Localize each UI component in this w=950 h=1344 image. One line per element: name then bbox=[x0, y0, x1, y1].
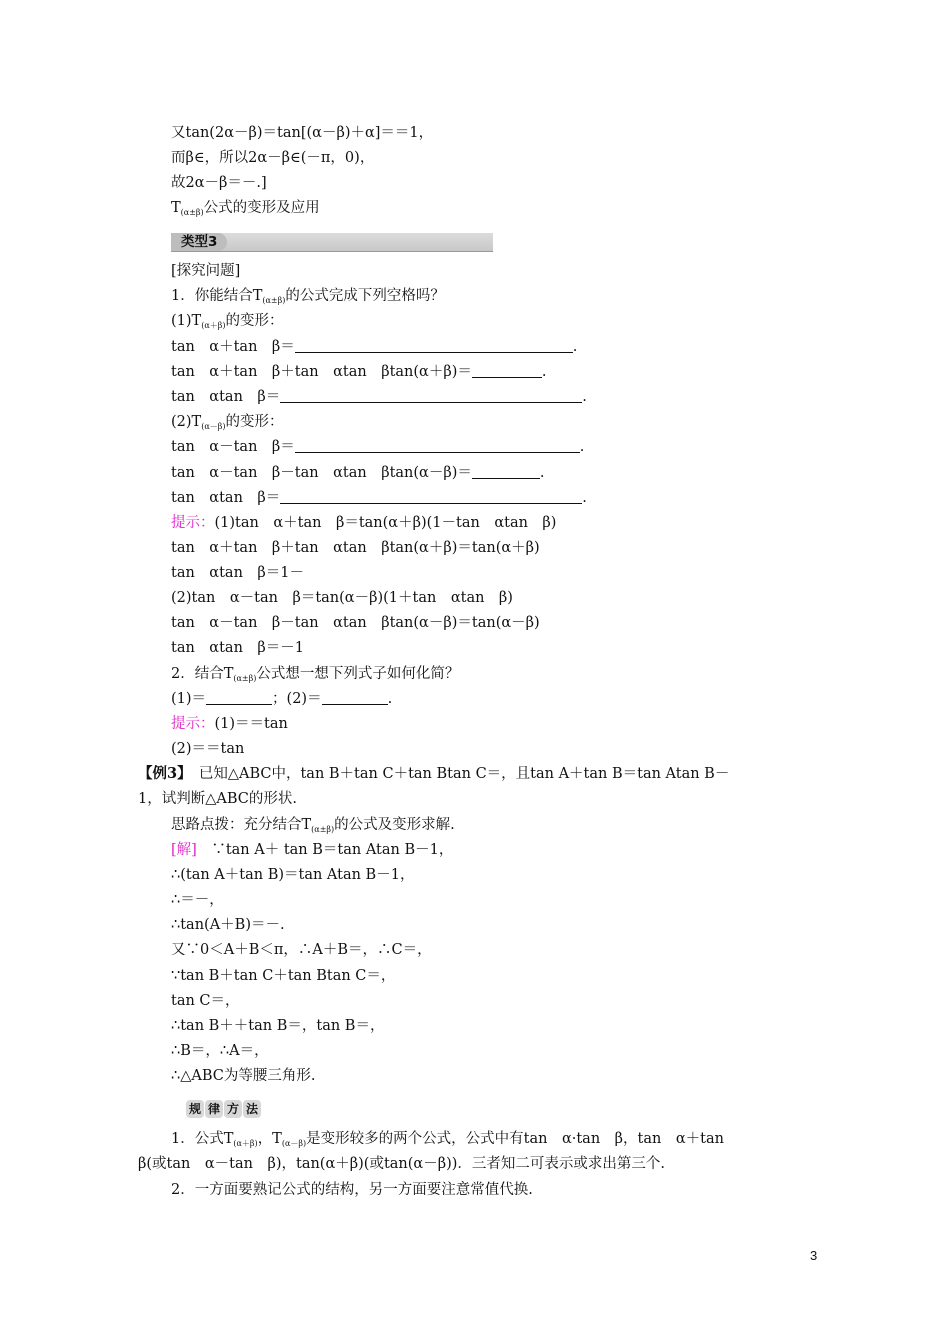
blank-label: ；(2)＝ bbox=[272, 691, 322, 707]
formula-text: tan αtan β＝ bbox=[171, 389, 281, 405]
fill-blank[interactable] bbox=[472, 465, 540, 479]
q1-pre: 1．你能结合T bbox=[171, 288, 263, 304]
fill-blank[interactable] bbox=[280, 389, 582, 403]
method-char: 规 bbox=[186, 1100, 204, 1118]
q2-pre: 2．结合T bbox=[171, 666, 234, 682]
method-line: 2．一方面要熟记公式的结构，另一方面要注意常值代换. bbox=[171, 1182, 533, 1198]
method-char: 法 bbox=[243, 1100, 261, 1118]
question-2 bbox=[171, 664, 459, 689]
text-line: 而β∈，所以2α－β∈(－π，0)， bbox=[171, 150, 375, 166]
solution-line: tan C＝， bbox=[171, 993, 240, 1009]
question-2-blanks bbox=[171, 689, 392, 709]
heading-text: 公式的变形及应用 bbox=[203, 200, 320, 216]
formula-text: tan α＋tan β＋tan αtan βtan(α＋β)＝ bbox=[171, 364, 472, 380]
method-char: 律 bbox=[205, 1100, 223, 1118]
method-text: ，T bbox=[257, 1131, 282, 1147]
solution-line: ∴tan(A＋B)＝－. bbox=[171, 917, 285, 933]
text-line: 又tan(2α－β)＝tan[(α－β)＋α]＝＝1， bbox=[171, 125, 434, 141]
p1-post: 的变形： bbox=[225, 313, 284, 329]
p2-pre: (2)T bbox=[171, 414, 202, 430]
formula-blank-line bbox=[171, 387, 587, 407]
formula-blank-line bbox=[171, 463, 545, 483]
q2-post: 公式想一想下列式子如何化简？ bbox=[256, 666, 460, 682]
solution-line: ∴＝－， bbox=[171, 892, 224, 908]
method-line: β(或tan α－tan β)，tan(α＋β)(或tan(α－β))．三者知二可表示或求出第三个. bbox=[138, 1156, 666, 1172]
hint-line bbox=[171, 513, 556, 533]
hint-line: tan αtan β＝1－ bbox=[171, 565, 305, 581]
formula-blank-line bbox=[171, 437, 584, 457]
solution-line: ∴tan B＋＋tan B＝，tan B＝， bbox=[171, 1018, 385, 1034]
formula-text: tan α－tan β－tan αtan βtan(α－β)＝ bbox=[171, 465, 472, 481]
p2-post: 的变形： bbox=[225, 414, 284, 430]
type-banner bbox=[171, 233, 493, 251]
solution-line: ∴△ABC为等腰三角形. bbox=[171, 1068, 316, 1084]
subscript: (α±β) bbox=[262, 296, 286, 305]
fill-blank[interactable] bbox=[280, 490, 582, 504]
banner-label: 类型3 bbox=[171, 233, 227, 251]
hint-line: (2)tan α－tan β＝tan(α－β)(1＋tan αtan β) bbox=[171, 590, 513, 606]
page-number: 3 bbox=[810, 1248, 818, 1263]
hint-line bbox=[171, 714, 288, 734]
heading-t: T bbox=[171, 200, 181, 216]
p1-pre: (1)T bbox=[171, 313, 202, 329]
period: . bbox=[387, 691, 393, 707]
period: . bbox=[582, 389, 587, 405]
subscript: (α－β) bbox=[201, 422, 226, 431]
fill-blank[interactable] bbox=[295, 439, 580, 453]
fill-blank[interactable] bbox=[295, 339, 573, 353]
idea-post: 的公式及变形求解. bbox=[334, 817, 455, 833]
section-heading bbox=[171, 198, 320, 223]
formula-blank-line bbox=[171, 488, 587, 508]
subscript: (α±β) bbox=[180, 208, 204, 217]
hint-label: 提示： bbox=[171, 716, 215, 732]
solution-text: ∵tan A＋ tan B＝tan Atan B－1， bbox=[196, 842, 454, 858]
part-2-heading bbox=[171, 412, 284, 437]
formula-text: tan α－tan β＝ bbox=[171, 439, 295, 455]
formula-text: tan α＋tan β＝ bbox=[171, 339, 295, 355]
period: . bbox=[572, 339, 578, 355]
text-line: 故2α－β＝－.] bbox=[171, 175, 267, 191]
subscript: (α±β) bbox=[233, 674, 257, 683]
solution-line bbox=[171, 840, 453, 860]
solution-line: 又∵0＜A＋B＜π，∴A＋B＝，∴C＝， bbox=[171, 942, 432, 958]
method-char: 方 bbox=[224, 1100, 242, 1118]
period: . bbox=[579, 439, 585, 455]
method-text: 是变形较多的两个公式，公式中有tan α·tan β，tan α＋tan bbox=[306, 1131, 724, 1147]
q1-post: 的公式完成下列空格吗？ bbox=[285, 288, 445, 304]
question-1 bbox=[171, 286, 445, 311]
hint-text: (1)＝＝tan bbox=[214, 716, 288, 732]
example-label: 【例3】 bbox=[138, 765, 185, 782]
idea-line bbox=[171, 815, 455, 840]
subscript: (α－β) bbox=[281, 1139, 307, 1148]
hint-line: tan αtan β＝－1 bbox=[171, 640, 305, 656]
example-line: 1，试判断△ABC的形状. bbox=[138, 791, 297, 807]
idea-pre: 思路点拨：充分结合T bbox=[171, 817, 312, 833]
example-text: 已知△ABC中，tan B＋tan C＋tan Btan C＝，且tan A＋tan B＝tan Atan B－ bbox=[184, 766, 730, 782]
explore-title: [探究问题] bbox=[171, 263, 241, 279]
subscript: (α＋β) bbox=[233, 1139, 258, 1148]
period: . bbox=[582, 490, 587, 506]
formula-blank-line bbox=[171, 337, 577, 357]
solution-label: [解] bbox=[171, 842, 197, 858]
formula-blank-line bbox=[171, 362, 547, 382]
solution-line: ∵tan B＋tan C＋tan Btan C＝， bbox=[171, 968, 396, 984]
hint-text: (1)tan α＋tan β＝tan(α＋β)(1－tan αtan β) bbox=[214, 515, 557, 531]
blank-label: (1)＝ bbox=[171, 691, 207, 707]
fill-blank[interactable] bbox=[472, 364, 542, 378]
hint-line: tan α－tan β－tan αtan βtan(α－β)＝tan(α－β) bbox=[171, 615, 540, 631]
period: . bbox=[539, 465, 545, 481]
hint-line: (2)＝＝tan bbox=[171, 741, 245, 757]
part-1-heading bbox=[171, 311, 284, 336]
solution-line: ∴(tan A＋tan B)＝tan Atan B－1， bbox=[171, 867, 415, 883]
method-text: 1．公式T bbox=[171, 1131, 234, 1147]
hint-label: 提示： bbox=[171, 515, 215, 531]
formula-text: tan αtan β＝ bbox=[171, 490, 281, 506]
period: . bbox=[541, 364, 547, 380]
method-badge bbox=[186, 1098, 262, 1118]
fill-blank[interactable] bbox=[322, 691, 388, 705]
subscript: (α＋β) bbox=[201, 321, 226, 330]
method-line bbox=[171, 1129, 724, 1154]
subscript: (α±β) bbox=[311, 825, 335, 834]
solution-line: ∴B＝，∴A＝， bbox=[171, 1043, 269, 1059]
fill-blank[interactable] bbox=[206, 691, 272, 705]
example-line bbox=[138, 764, 729, 784]
hint-line: tan α＋tan β＋tan αtan βtan(α＋β)＝tan(α＋β) bbox=[171, 540, 540, 556]
